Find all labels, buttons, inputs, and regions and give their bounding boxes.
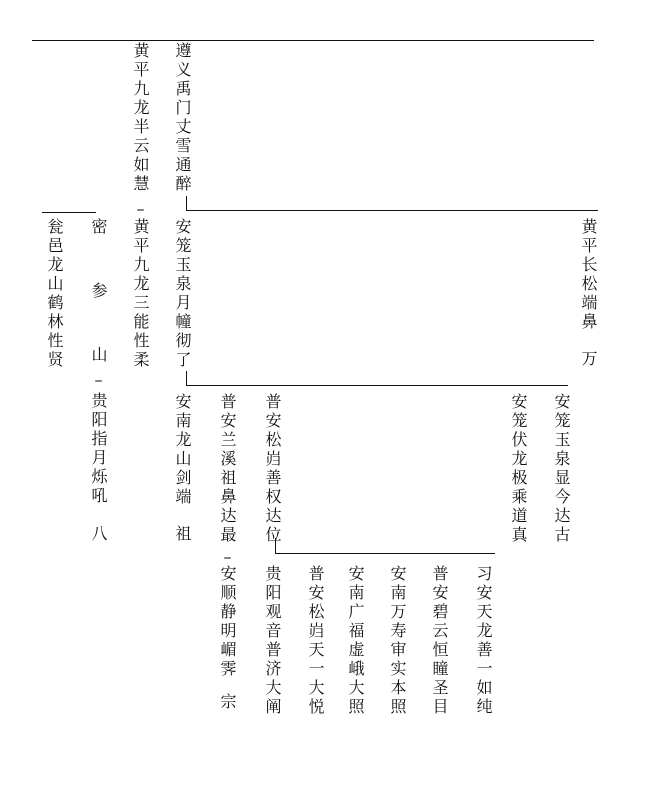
col-ba: 八 [89,525,108,544]
col-anlong-xianjin: 安笼玉泉显今达古 [552,393,571,545]
col-guiyang-guanyin: 贵阳观音普济大阐 [263,565,282,717]
col-zunyi: 遵义禹门丈雪通醉 [173,42,192,194]
branch-rule-2 [186,385,568,386]
branch-rule-1 [186,210,598,211]
col-puan-lanxi: 普安兰溪祖鼻达最 [218,393,237,545]
col-zu: 祖 [173,525,192,544]
col-zong: 宗 [218,693,237,712]
col-annan-wanshou: 安南万寿审实本照 [388,565,407,717]
col-anshun-jingming: 安顺静明嵋霁 [218,565,237,679]
col-puan-tianyi: 普安松岿天一大悦 [306,565,325,717]
col-huangping-yunru: 黄平九龙半云如慧 [131,42,150,194]
dash-mark: – [89,370,108,392]
tie-mark-2 [186,371,187,385]
short-rule-mi [42,212,96,213]
dash-mark: – [131,199,150,221]
dash-mark: – [218,547,237,569]
col-anlong-fulong: 安笼伏龙极乘道真 [509,393,528,545]
col-huangping-changsong: 黄平长松端鼻 [579,218,598,332]
col-guiyang-zhiyue: 贵阳指月烁吼 [89,392,108,506]
col-wan: 万 [579,350,598,369]
col-anlong-yuquan: 安笼玉泉月幢彻了 [173,218,192,370]
top-rule [32,40,594,41]
col-puan-songxiao: 普安松岿善权达位 [263,393,282,545]
col-annan-longshan: 安南龙山剑端 [173,393,192,507]
col-huangping-sanneng: 黄平九龙三能性柔 [131,218,150,370]
col-wengyi-helin: 瓮邑龙山鹤林性贤 [45,218,64,370]
col-puan-biyun: 普安碧云恒瞳圣目 [430,565,449,717]
tie-mark-1 [186,196,187,210]
col-xian-tianlong: 习安天龙善一如纯 [474,565,493,717]
col-annan-guangfu: 安南广福虚峨大照 [346,565,365,717]
col-can: 参 [89,282,108,301]
col-shan: 山 [89,346,108,365]
branch-rule-3 [275,553,495,554]
col-mi: 密 [89,218,108,237]
